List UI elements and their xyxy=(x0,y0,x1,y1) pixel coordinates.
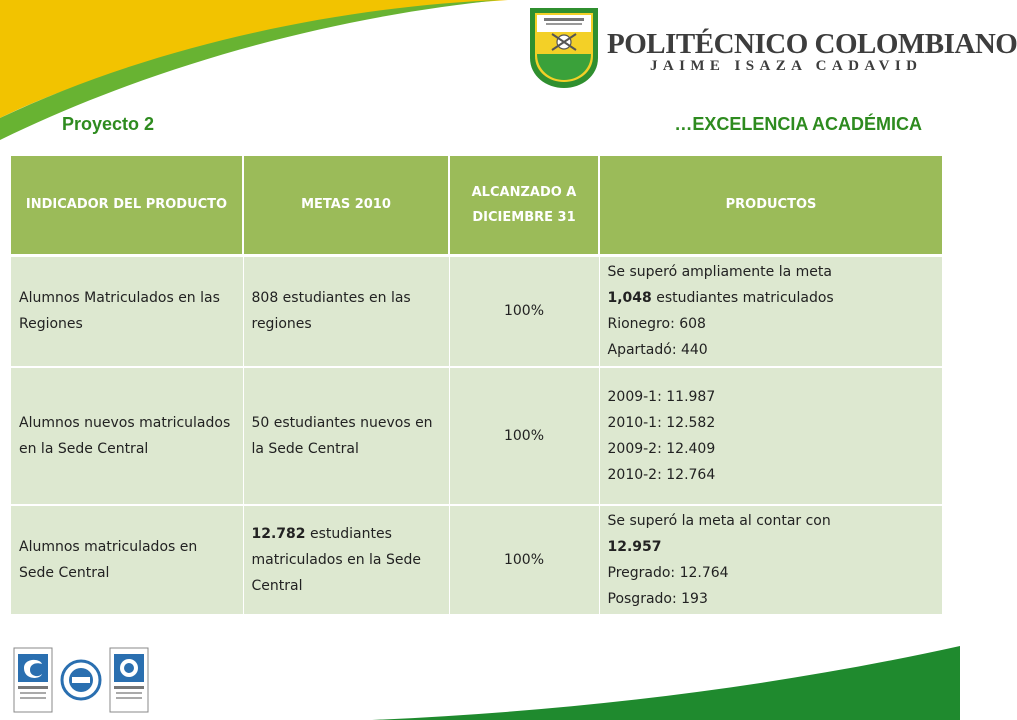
certification-logos xyxy=(14,646,164,716)
shield-icon xyxy=(528,6,600,90)
project-label: Proyecto 2 xyxy=(62,114,155,134)
indicator-cell: Alumnos matriculados en Sede Central xyxy=(11,505,243,615)
bottom-green-band xyxy=(372,646,960,720)
header-goals: METAS 2010 xyxy=(243,156,449,255)
indicator-cell: Alumnos Matriculados en las Regiones xyxy=(11,255,243,367)
icontec-iso-icon xyxy=(14,648,52,712)
products-line: 2010-1: 12.582 xyxy=(607,415,716,431)
products-line: Se superó la meta al contar con xyxy=(607,513,831,529)
products-line: Pregrado: 12.764 xyxy=(607,565,729,581)
institution-logo xyxy=(528,6,1017,92)
products-bold-value: 12.957 xyxy=(607,539,662,555)
achieved-cell: 100% xyxy=(449,505,599,615)
products-line: 2010-2: 12.764 xyxy=(607,467,716,483)
goal-cell: 808 estudiantes en las regiones xyxy=(243,255,449,367)
products-text: estudiantes matriculados xyxy=(651,290,834,307)
header-products: PRODUCTOS xyxy=(599,156,942,255)
table-row xyxy=(11,367,942,505)
products-line: Rionegro: 608 xyxy=(607,316,706,333)
products-line xyxy=(608,285,935,311)
logo-title: POLITÉCNICO COLOMBIANO xyxy=(607,28,1017,60)
goal-cell xyxy=(243,505,449,615)
products-cell xyxy=(599,367,942,505)
indicators-table xyxy=(11,156,942,616)
goal-bold-value: 12.782 xyxy=(251,526,306,542)
goal-text: estudiantes matriculados en la Sede Central xyxy=(251,526,421,594)
products-line xyxy=(608,534,935,560)
icontec-ntcgp-icon xyxy=(110,648,148,712)
slogan: …EXCELENCIA ACADÉMICA xyxy=(674,114,922,134)
table-header-row xyxy=(11,156,942,255)
table-row xyxy=(11,255,942,367)
products-line: 2009-2: 12.409 xyxy=(607,441,716,457)
products-bold-value: 1,048 xyxy=(607,290,652,307)
iqnet-icon xyxy=(62,661,100,699)
header-achieved: ALCANZADO A DICIEMBRE 31 xyxy=(449,156,599,255)
products-line: Posgrado: 193 xyxy=(607,591,708,607)
header-indicator: INDICADOR DEL PRODUCTO xyxy=(11,156,243,255)
table-row xyxy=(11,505,942,615)
products-line: Se superó ampliamente la meta xyxy=(607,264,832,281)
achieved-cell: 100% xyxy=(449,255,599,367)
logo-subtitle: JAIME ISAZA CADAVID xyxy=(650,58,923,74)
products-cell xyxy=(599,505,942,615)
achieved-cell: 100% xyxy=(449,367,599,505)
products-cell xyxy=(599,255,942,367)
products-line: Apartadó: 440 xyxy=(607,342,708,359)
goal-cell: 50 estudiantes nuevos en la Sede Central xyxy=(243,367,449,505)
indicator-cell: Alumnos nuevos matriculados en la Sede Central xyxy=(11,367,243,505)
products-line: 2009-1: 11.987 xyxy=(607,389,716,405)
